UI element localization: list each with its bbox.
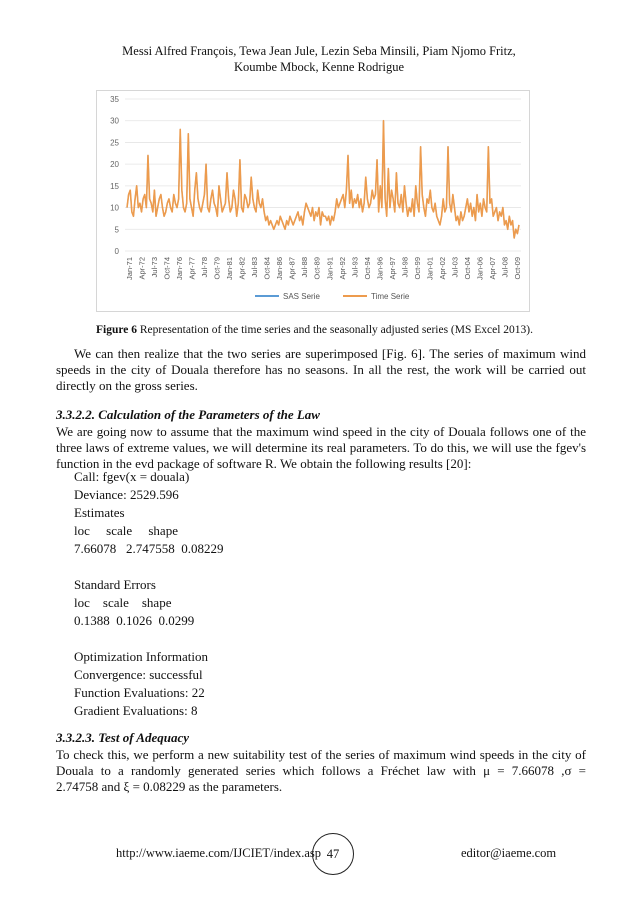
x-tick-label: Jan-71 [125, 257, 134, 280]
y-tick-label: 5 [114, 225, 119, 235]
x-tick-label: Apr-02 [437, 257, 447, 280]
output-grad-evals: Gradient Evaluations: 8 [74, 703, 198, 718]
legend-label-sas-serie: SAS Serie [283, 292, 320, 301]
paragraph-3-line2: Douala to a randomly generated series which follows a Fréchet law with μ = 7.66078 ,σ = [56, 763, 586, 778]
page-number: 47 [312, 833, 354, 875]
figure-6-chart [96, 90, 530, 312]
x-tick-label: Jul-73 [150, 257, 160, 278]
paragraph-1: We can then realize that the two series are superimposed [Fig. 6]. The series of maximum wind speeds in the city of Douala therefore has no seasons. In all the rest, the work will be carried out directly on the gross series. [56, 346, 586, 393]
x-tick-label: Jan-91 [325, 257, 335, 280]
x-tick-label: Jan-01 [425, 257, 435, 280]
output-opt-title: Optimization Information [74, 649, 208, 664]
x-tick-label: Jul-98 [400, 257, 410, 278]
output-convergence: Convergence: successful [74, 667, 203, 682]
x-tick-label: Jul-78 [200, 257, 210, 278]
y-tick-label: 35 [110, 95, 119, 104]
output-se-header: loc scale shape [74, 595, 172, 610]
series-line-time-serie [127, 121, 519, 238]
x-tick-label: Apr-07 [487, 257, 497, 280]
chart-svg [97, 91, 529, 311]
y-tick-label: 25 [110, 138, 119, 148]
output-estimates-title: Estimates [74, 505, 125, 520]
x-tick-label: Oct-74 [162, 257, 172, 280]
x-tick-label: Apr-92 [337, 257, 347, 280]
y-tick-label: 0 [114, 247, 119, 256]
section-heading-3-3-2-3: 3.3.2.3. Test of Adequacy [56, 730, 189, 745]
legend-label-time-serie: Time Serie [371, 292, 410, 301]
x-tick-label: Oct-79 [212, 257, 222, 280]
x-tick-label: Jul-88 [300, 257, 310, 278]
footer-email[interactable]: editor@iaeme.com [461, 846, 557, 860]
output-func-evals: Function Evaluations: 22 [74, 685, 205, 700]
footer-url[interactable]: http://www.iaeme.com/IJCIET/index.asp [116, 846, 322, 860]
header-authors-line2: Koumbe Mbock, Kenne Rodrigue [233, 60, 405, 74]
x-tick-label: Jul-03 [450, 257, 460, 278]
x-tick-label: Apr-97 [387, 257, 397, 280]
caption-label: Figure 6 [96, 324, 137, 336]
output-se-title: Standard Errors [74, 577, 156, 592]
x-tick-label: Jul-83 [250, 257, 260, 278]
x-tick-label: Jan-86 [275, 257, 285, 280]
x-tick-label: Oct-99 [412, 257, 422, 280]
y-tick-label: 20 [110, 160, 119, 170]
paragraph-3-line1: To check this, we perform a new suitability test of the series of maximum wind speeds in the city of [56, 747, 586, 762]
x-tick-label: Apr-72 [137, 257, 147, 280]
output-estimates-values: 7.66078 2.747558 0.08229 [74, 541, 224, 556]
x-tick-label: Jul-93 [350, 257, 360, 278]
header-authors-line1: Messi Alfred François, Tewa Jean Jule, Lezin Seba Minsili, Piam Njomo Fritz, [122, 44, 516, 58]
y-tick-label: 30 [110, 116, 119, 126]
x-tick-label: Oct-94 [362, 257, 372, 280]
section-heading-3-3-2-2: 3.3.2.2. Calculation of the Parameters of the Law [56, 407, 320, 422]
x-tick-label: Apr-77 [187, 257, 197, 280]
x-tick-label: Apr-82 [237, 257, 247, 280]
x-tick-label: Oct-04 [462, 257, 472, 280]
x-tick-label: Oct-89 [312, 257, 322, 280]
paragraph-3-line3: 2.74758 and ξ = 0.08229 as the parameters. [56, 779, 283, 794]
output-se-values: 0.1388 0.1026 0.0299 [74, 613, 195, 628]
x-tick-label: Jan-96 [375, 257, 385, 280]
x-tick-label: Jan-06 [475, 257, 485, 280]
x-tick-label: Jul-08 [500, 257, 510, 278]
caption-text: Representation of the time series and the seasonally adjusted series (MS Excel 2013). [137, 324, 534, 336]
x-tick-label: Jan-76 [175, 257, 185, 280]
x-tick-label: Apr-87 [287, 257, 297, 280]
output-deviance: Deviance: 2529.596 [74, 487, 179, 502]
figure-caption [96, 324, 566, 336]
x-tick-label: Oct-09 [513, 257, 522, 280]
y-tick-label: 10 [110, 203, 119, 213]
x-tick-label: Jan-81 [225, 257, 235, 280]
paragraph-2: We are going now to assume that the maximum wind speed in the city of Douala follows one of the three laws of extreme values, we will determine its real parameters. To do this, we will use the fgev's function in the evd package of software R. We obtain the following results [20]: [56, 424, 586, 471]
output-call: Call: fgev(x = douala) [74, 469, 190, 484]
x-tick-label: Oct-84 [262, 257, 272, 280]
y-tick-label: 15 [110, 181, 119, 191]
output-estimates-header: loc scale shape [74, 523, 178, 538]
